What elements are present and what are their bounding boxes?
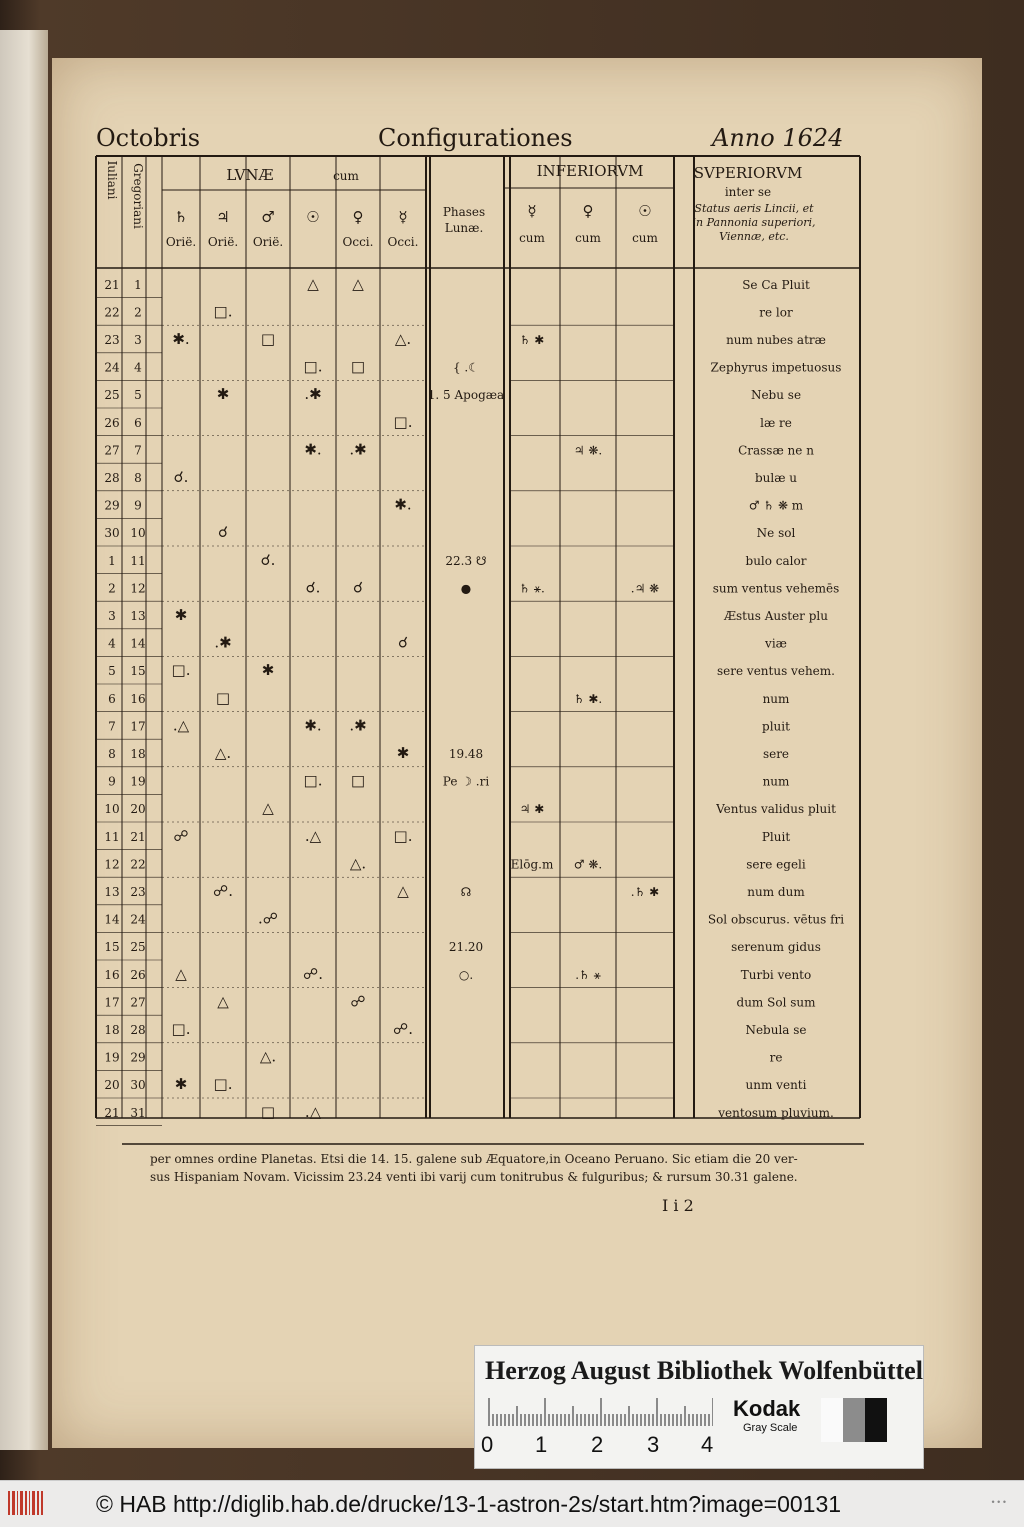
signature-mark: I i 2: [662, 1196, 694, 1215]
lunar-aspect: ☌: [352, 578, 364, 597]
inferior-aspect: ♄ ✱: [519, 332, 545, 347]
lunar-aspect: □.: [213, 1075, 233, 1094]
gregorian-day: 3: [134, 332, 142, 347]
julian-day: 10: [104, 802, 120, 817]
weather-note: Se Ca Pluit: [742, 277, 810, 292]
julian-day: 22: [104, 305, 120, 320]
lunar-aspect: △: [217, 992, 229, 1011]
gregorian-day: 28: [130, 1022, 146, 1037]
header-iuliani: Iuliani: [105, 160, 119, 200]
lunar-aspect: ✱: [396, 743, 410, 762]
planet-symbol: ☿: [398, 208, 408, 226]
weather-note: re: [769, 1050, 783, 1065]
gregorian-day: 20: [130, 802, 146, 817]
header-status-aeris: in Pannonia superiori,: [692, 216, 816, 229]
lunar-aspect: ☌.: [173, 467, 189, 486]
planet-aspect-label: Occi.: [342, 235, 374, 249]
julian-day: 19: [104, 1050, 120, 1065]
lunar-aspect: □: [260, 329, 276, 348]
viewer-bottom-bar: [0, 1480, 1024, 1527]
lunar-aspect: ✱: [261, 661, 275, 680]
inferior-aspect: .♄ ✱: [630, 884, 660, 899]
lunar-aspect: □.: [393, 412, 413, 431]
ruler-number: 2: [591, 1432, 604, 1457]
gregorian-day: 24: [130, 912, 146, 927]
inferior-aspect: ♄ ✱.: [573, 691, 603, 706]
lunar-aspect: .✱: [214, 633, 232, 652]
gregorian-day: 15: [130, 664, 146, 679]
julian-day: 20: [104, 1078, 120, 1093]
lunar-aspect: △.: [259, 1047, 277, 1066]
gray-scale-label: Gray Scale: [743, 1422, 798, 1434]
weather-note: sum ventus vehemēs: [712, 581, 840, 596]
lunar-aspect: ✱: [174, 605, 188, 624]
gregorian-day: 26: [130, 967, 146, 982]
julian-day: 9: [108, 774, 116, 789]
gregorian-day: 16: [130, 691, 146, 706]
lunar-aspect: □: [350, 357, 366, 376]
weather-note: unm venti: [745, 1078, 807, 1093]
julian-day: 25: [104, 388, 120, 403]
planet-symbol: ♂: [261, 208, 275, 226]
planet-symbol: ☉: [306, 208, 320, 226]
weather-note: sere: [762, 746, 790, 761]
moon-phase: 19.48: [448, 746, 484, 761]
gregorian-day: 17: [130, 719, 146, 734]
julian-day: 15: [104, 940, 120, 955]
inferior-aspect: ♄ ⚹.: [519, 581, 545, 596]
moon-phase: 22.3 ☋: [445, 553, 487, 568]
inferior-aspect: Elōg.m: [510, 857, 554, 872]
julian-day: 13: [104, 884, 120, 899]
lunar-aspect: □.: [171, 661, 191, 680]
lunar-aspect: ☍.: [303, 964, 323, 983]
lunar-aspect: ☌.: [305, 578, 321, 597]
kodak-logo: Kodak: [733, 1396, 801, 1421]
gregorian-day: 13: [130, 608, 146, 623]
gray-swatch-mid: [843, 1398, 865, 1442]
lunar-aspect: ✱: [174, 1075, 188, 1094]
julian-day: 23: [104, 332, 120, 347]
gregorian-day: 5: [134, 388, 142, 403]
inferior-planet-symbol: ☿: [527, 202, 537, 220]
gregorian-day: 22: [130, 857, 146, 872]
gray-swatch-white: [821, 1398, 843, 1442]
weather-note: Crassæ ne n: [738, 443, 814, 458]
julian-day: 21: [104, 1105, 120, 1120]
header-inferiorum: INFERIORVM: [536, 162, 644, 180]
planet-aspect-label: Occi.: [387, 235, 419, 249]
gregorian-day: 8: [134, 470, 142, 485]
julian-day: 8: [108, 746, 116, 761]
header-gregoriani: Gregoriani: [131, 163, 145, 229]
lunar-aspect: ✱.: [304, 440, 322, 459]
julian-day: 24: [104, 360, 120, 375]
gregorian-day: 14: [130, 636, 146, 651]
ruler-number: 1: [535, 1432, 548, 1457]
planet-symbol: ♃: [216, 208, 230, 226]
planet-aspect-label: Orië.: [252, 235, 284, 249]
julian-day: 18: [104, 1022, 120, 1037]
weather-note: num dum: [747, 884, 805, 899]
lunar-aspect: .△: [304, 826, 322, 845]
lunar-aspect: △: [307, 274, 319, 293]
lunar-aspect: .△: [304, 1102, 322, 1121]
header-inter-se: inter se: [724, 185, 772, 199]
lunar-aspect: ☍.: [393, 1019, 413, 1038]
lunar-aspect: □: [350, 771, 366, 790]
lunar-aspect: ✱.: [394, 495, 412, 514]
lunar-aspect: ☍: [350, 992, 366, 1011]
weather-note: num nubes atræ: [726, 332, 826, 347]
moon-phase: { .☾: [452, 360, 480, 375]
inferior-cum-label: cum: [632, 231, 658, 245]
header-cum: cum: [333, 169, 359, 183]
planet-symbol: ♄: [174, 208, 188, 226]
lunar-aspect: ☌: [217, 523, 229, 542]
ruler-number: 3: [647, 1432, 660, 1457]
lunar-aspect: □.: [303, 357, 323, 376]
barcode-icon: [6, 1487, 46, 1519]
weather-note: Æstus Auster plu: [724, 608, 828, 623]
lunar-aspect: □: [215, 688, 231, 707]
header-title: Configurationes: [378, 124, 573, 152]
library-name: Herzog August Bibliothek Wolfenbüttel: [485, 1356, 923, 1385]
weather-note: Ventus validus pluit: [716, 802, 836, 817]
inferior-aspect: ♃ ❋.: [573, 443, 603, 458]
lunar-aspect: △: [352, 274, 364, 293]
gregorian-day: 1: [134, 277, 142, 292]
weather-note: sere ventus vehem.: [717, 664, 835, 679]
gregorian-day: 19: [130, 774, 146, 789]
julian-day: 6: [108, 691, 116, 706]
gregorian-day: 30: [130, 1078, 146, 1093]
julian-day: 17: [104, 995, 120, 1010]
lunar-aspect: ☍: [173, 826, 189, 845]
weather-note: serenum gidus: [731, 940, 821, 955]
lunar-aspect: □.: [393, 826, 413, 845]
lunar-aspect: □.: [171, 1019, 191, 1038]
more-dots: • • •: [991, 1497, 1006, 1507]
weather-note: Sol obscurus. vētus fri: [707, 912, 845, 927]
lunar-aspect: □: [260, 1102, 276, 1121]
moon-phase: 1. 5 Apogæa: [427, 388, 505, 403]
julian-day: 26: [104, 415, 120, 430]
gregorian-day: 12: [130, 581, 146, 596]
footer-line-1: per omnes ordine Planetas. Etsi die 14. 15. galene sub Æquatore,in Oceano Peruano. Sic etiam die 20 ver-: [150, 1152, 798, 1166]
gregorian-day: 4: [134, 360, 142, 375]
gregorian-day: 7: [134, 443, 142, 458]
weather-note: Nebu se: [750, 388, 802, 403]
weather-note: Turbi vento: [740, 967, 812, 982]
ruler-number: 4: [701, 1432, 714, 1457]
julian-day: 29: [104, 498, 120, 513]
julian-day: 27: [104, 443, 120, 458]
gregorian-day: 6: [134, 415, 142, 430]
gregorian-day: 18: [130, 746, 146, 761]
lunar-aspect: .✱: [349, 716, 367, 735]
gray-swatch-black: [865, 1398, 887, 1442]
julian-day: 30: [104, 526, 120, 541]
gregorian-day: 27: [130, 995, 146, 1010]
weather-note: num: [762, 774, 790, 789]
weather-note: re lor: [759, 305, 793, 320]
inferior-aspect: .♄ ⚹: [575, 967, 601, 982]
copyright-url[interactable]: © HAB http://diglib.hab.de/drucke/13-1-astron-2s/start.htm?image=00131: [96, 1491, 842, 1517]
julian-day: 2: [108, 581, 116, 596]
julian-day: 4: [108, 636, 116, 651]
moon-phase: 21.20: [448, 940, 484, 955]
lunar-aspect: ☌: [397, 633, 409, 652]
header-phases: Phases: [442, 205, 486, 219]
lunar-aspect: △.: [394, 329, 412, 348]
weather-note: sere egeli: [746, 857, 806, 872]
lunar-aspect: .△: [172, 716, 190, 735]
weather-note: bulo calor: [745, 553, 807, 568]
planet-aspect-label: Orië.: [165, 235, 197, 249]
planet-aspect-label: Orië.: [207, 235, 239, 249]
lunar-aspect: ✱.: [172, 329, 190, 348]
moon-phase: ○.: [458, 967, 474, 982]
weather-note: ♂ ♄ ❋ m: [748, 498, 804, 513]
gregorian-day: 10: [130, 526, 146, 541]
inferior-planet-symbol: ♀: [582, 202, 594, 220]
moon-phase: Pe ☽ .ri: [442, 774, 490, 789]
julian-day: 21: [104, 277, 120, 292]
lunar-aspect: ☌.: [260, 550, 276, 569]
lunar-aspect: △: [175, 964, 187, 983]
weather-note: Pluit: [761, 829, 791, 844]
header-phases: Lunæ.: [444, 221, 484, 235]
julian-day: 16: [104, 967, 120, 982]
lunar-aspect: ☍.: [213, 881, 233, 900]
inferior-aspect: ♃ ✱: [519, 802, 545, 817]
inferior-aspect: .♃ ❋: [630, 581, 660, 596]
julian-day: 12: [104, 857, 120, 872]
gregorian-day: 31: [130, 1105, 146, 1120]
weather-note: Ne sol: [756, 526, 796, 541]
weather-note: pluit: [762, 719, 790, 734]
weather-note: bulæ u: [754, 470, 798, 485]
lunar-aspect: △: [262, 799, 274, 818]
header-status-aeris: Status aeris Lincii, et: [694, 202, 814, 215]
julian-day: 3: [108, 608, 116, 623]
planet-symbol: ♀: [352, 208, 364, 226]
lunar-aspect: .✱: [349, 440, 367, 459]
header-month: Octobris: [96, 124, 201, 152]
ruler-number: 0: [481, 1432, 494, 1457]
gregorian-day: 21: [130, 829, 146, 844]
julian-day: 28: [104, 470, 120, 485]
header-year: Anno 1624: [712, 124, 844, 152]
julian-day: 5: [108, 664, 116, 679]
inferior-cum-label: cum: [575, 231, 601, 245]
julian-day: 11: [104, 829, 120, 844]
moon-phase: ☊: [460, 884, 472, 899]
header-status-aeris: Viennæ, etc.: [719, 230, 789, 243]
weather-note: dum Sol sum: [736, 995, 816, 1010]
lunar-aspect: □.: [213, 302, 233, 321]
julian-day: 1: [108, 553, 116, 568]
inferior-planet-symbol: ☉: [638, 202, 652, 220]
lunar-aspect: .✱: [304, 385, 322, 404]
lunar-aspect: △: [397, 881, 409, 900]
weather-note: ventosum pluvium.: [718, 1105, 834, 1120]
julian-day: 14: [104, 912, 120, 927]
inferior-cum-label: cum: [519, 231, 545, 245]
ruler-icon: [487, 1396, 713, 1426]
weather-note: læ re: [760, 415, 792, 430]
moon-phase: ●: [460, 581, 472, 596]
header-superiorum: SVPERIORVM: [693, 164, 803, 182]
julian-day: 7: [108, 719, 116, 734]
header-lunae: LVNÆ: [226, 166, 274, 184]
gregorian-day: 23: [130, 884, 146, 899]
footer-line-2: sus Hispaniam Novam. Vicissim 23.24 venti ibi varij cum tonitrubus & fulguribus; & rursum 30.31 galene.: [150, 1170, 798, 1184]
lunar-aspect: ✱.: [304, 716, 322, 735]
gregorian-day: 29: [130, 1050, 146, 1065]
weather-note: num: [762, 691, 790, 706]
weather-note: Nebula se: [745, 1022, 807, 1037]
weather-note: viæ: [765, 636, 787, 651]
inferior-aspect: ♂ ❋.: [573, 857, 603, 872]
lunar-aspect: .☍: [258, 909, 278, 928]
lunar-aspect: □.: [303, 771, 323, 790]
gregorian-day: 2: [134, 305, 142, 320]
gregorian-day: 11: [130, 553, 146, 568]
lunar-aspect: △.: [349, 854, 367, 873]
lunar-aspect: ✱: [216, 385, 230, 404]
lunar-aspect: △.: [214, 743, 232, 762]
gregorian-day: 9: [134, 498, 142, 513]
weather-note: Zephyrus impetuosus: [710, 360, 842, 375]
library-color-card: [474, 1345, 924, 1469]
gregorian-day: 25: [130, 940, 146, 955]
